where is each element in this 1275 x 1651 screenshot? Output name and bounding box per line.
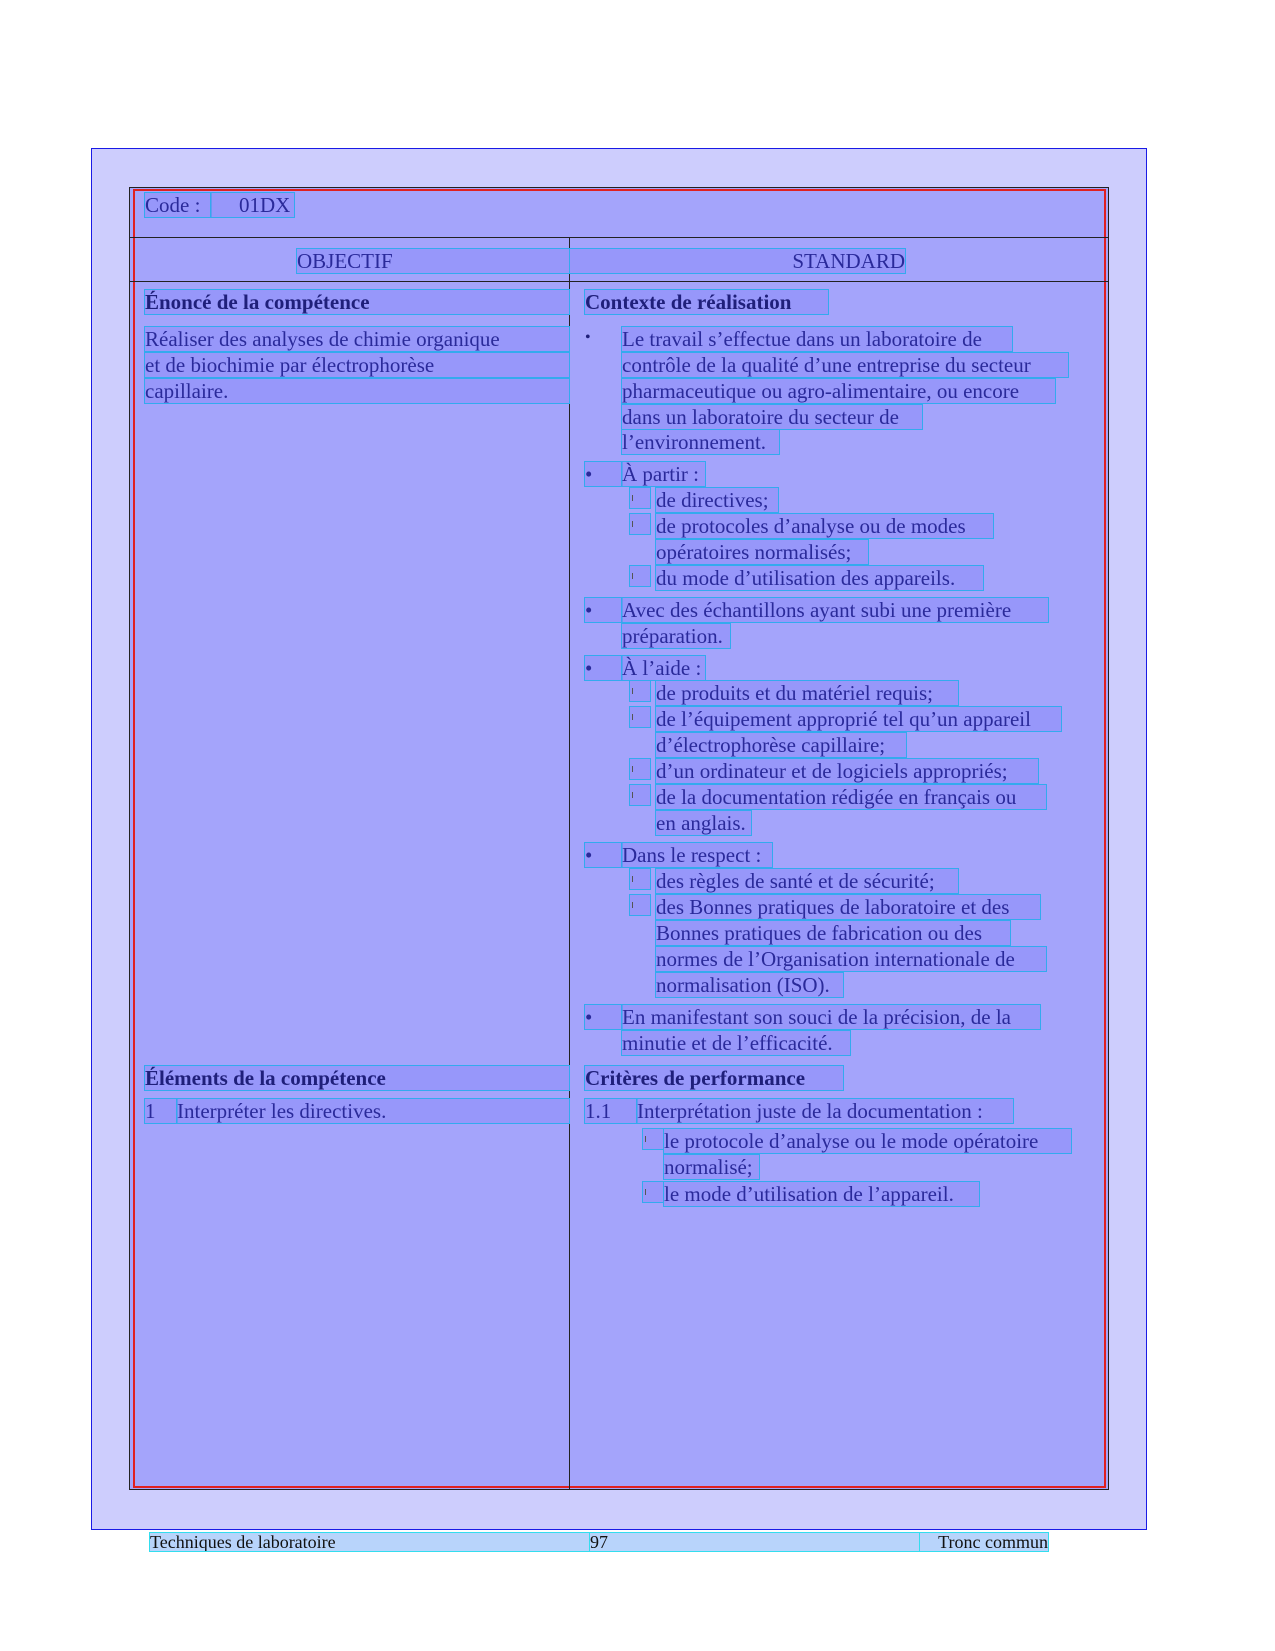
context-line: dans un laboratoire du secteur de <box>622 405 922 429</box>
footer-page-number: 97 <box>590 1533 920 1551</box>
context-line: contrôle de la qualité d’une entreprise du secteur <box>622 353 1068 377</box>
dash-marker <box>630 566 650 586</box>
context-line: l’environnement. <box>622 430 779 454</box>
element-text: Interpréter les directives. <box>177 1099 569 1123</box>
criterion-item: normalisé; <box>664 1155 759 1179</box>
context-line: pharmaceutique ou agro-alimentaire, ou encore <box>622 379 1055 403</box>
context-item: en anglais. <box>656 811 751 835</box>
context-item: du mode d’utilisation des appareils. <box>656 566 983 590</box>
context-item: des Bonnes pratiques de laboratoire et des <box>656 895 1040 919</box>
context-item: de protocoles d’analyse ou de modes <box>656 514 993 538</box>
criteres-title: Critères de performance <box>585 1066 843 1090</box>
criterion-text: Interprétation juste de la documentation : <box>637 1099 1013 1123</box>
bullet-marker: • <box>585 1005 622 1029</box>
code-value: 01DX <box>211 193 294 217</box>
dash-marker <box>630 488 650 508</box>
column-header-standard: STANDARD <box>570 249 905 273</box>
context-item: Bonnes pratiques de fabrication ou des <box>656 921 1010 945</box>
context-item: normalisation (ISO). <box>656 973 843 997</box>
context-line: Avec des échantillons ayant subi une première <box>622 598 1048 622</box>
dash-marker <box>630 869 650 889</box>
footer-section: Tronc commun <box>920 1533 1048 1551</box>
context-line: préparation. <box>622 624 730 648</box>
enonce-line: Réaliser des analyses de chimie organique <box>145 327 569 351</box>
context-item: de directives; <box>656 488 778 512</box>
context-heading: Dans le respect : <box>622 843 772 867</box>
column-header-divider <box>129 281 1109 282</box>
header-divider <box>129 237 1109 238</box>
dash-marker <box>643 1182 663 1202</box>
context-heading: À l’aide : <box>622 656 705 680</box>
dash-marker <box>643 1129 663 1149</box>
bullet-marker: • <box>585 843 622 867</box>
context-line: En manifestant son souci de la précision, de la <box>622 1005 1040 1029</box>
footer-program: Techniques de laboratoire <box>150 1533 590 1551</box>
context-item: opératoires normalisés; <box>656 540 868 564</box>
context-line: minutie et de l’efficacité. <box>622 1031 850 1055</box>
criterion-number: 1.1 <box>585 1099 637 1123</box>
bullet-marker: • <box>585 462 622 486</box>
context-item: de la documentation rédigée en français ou <box>656 785 1046 809</box>
enonce-line: et de biochimie par électrophorèse <box>145 353 569 377</box>
context-item: des règles de santé et de sécurité; <box>656 869 958 893</box>
context-item: de produits et du matériel requis; <box>656 681 958 705</box>
enonce-title: Énoncé de la compétence <box>145 290 569 314</box>
dash-marker <box>630 785 650 805</box>
code-label: Code : <box>145 193 211 217</box>
dash-marker <box>630 895 650 915</box>
bullet-marker: • <box>585 329 591 346</box>
context-item: normes de l’Organisation internationale de <box>656 947 1046 971</box>
column-header-objectif: OBJECTIF <box>297 249 569 273</box>
bullet-marker: • <box>585 598 622 622</box>
dash-marker <box>630 707 650 727</box>
dash-marker <box>630 759 650 779</box>
column-divider <box>569 237 570 1490</box>
context-line: Le travail s’effectue dans un laboratoire de <box>622 327 1012 351</box>
enonce-line: capillaire. <box>145 379 569 403</box>
context-item: d’électrophorèse capillaire; <box>656 733 906 757</box>
criterion-item: le mode d’utilisation de l’appareil. <box>664 1182 979 1206</box>
criterion-item: le protocole d’analyse ou le mode opératoire <box>664 1129 1071 1153</box>
context-heading: À partir : <box>622 462 705 486</box>
contexte-title: Contexte de réalisation <box>585 290 828 314</box>
context-item: de l’équipement approprié tel qu’un appareil <box>656 707 1061 731</box>
dash-marker <box>630 514 650 534</box>
dash-marker <box>630 681 650 701</box>
context-item: d’un ordinateur et de logiciels appropriés; <box>656 759 1038 783</box>
bullet-marker: • <box>585 656 622 680</box>
elements-title: Éléments de la compétence <box>145 1066 569 1090</box>
element-number: 1 <box>145 1099 177 1123</box>
